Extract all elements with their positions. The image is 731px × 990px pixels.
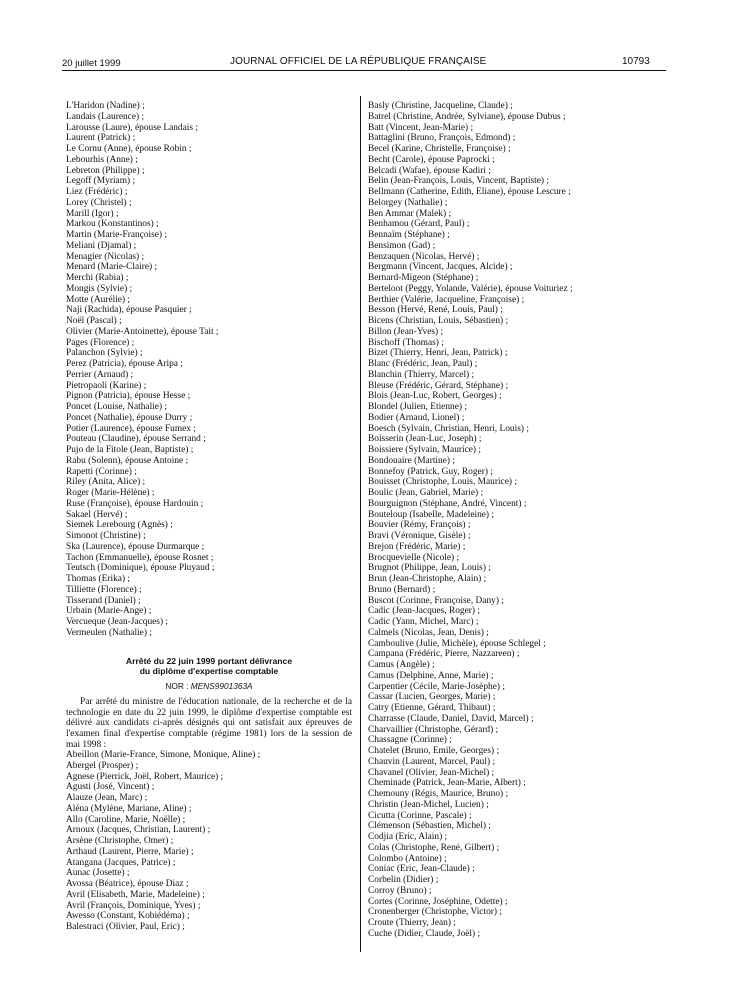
name-entry: Alauze (Jean, Marc) ; <box>66 793 148 804</box>
name-entry: Boissiere (Sylvain, Maurice) ; <box>368 445 481 455</box>
name-list-top <box>66 101 352 639</box>
name-entry: Brun (Jean-Christophe, Alain) ; <box>368 574 487 584</box>
name-entry: Merchi (Rabia) ; <box>66 273 129 283</box>
name-entry: Benhamou (Gérard, Paul) ; <box>368 219 470 230</box>
name-entry: Meliani (Djamal) ; <box>66 240 137 251</box>
name-entry: Naji (Rachida), épouse Pasquier ; <box>66 305 192 316</box>
arrete-title-line-2: du diplôme d'expertise comptable <box>139 665 279 676</box>
name-entry: Cortes (Corinne, Joséphine, Odette) ; <box>368 896 508 907</box>
name-entry: Marill (Igor) ; <box>66 208 119 219</box>
name-entry: Lebourhis (Anne) ; <box>66 154 138 165</box>
name-entry: Becel (Karine, Christelle, Françoise) ; <box>368 144 511 154</box>
name-entry: Agnese (Pierrick, Joël, Robert, Maurice) ; <box>66 771 224 782</box>
name-entry: Bravi (Véronique, Gisèle) ; <box>368 531 471 541</box>
name-entry: Perrier (Arnaud) ; <box>66 369 134 380</box>
name-entry: Cheminade (Patrick, Jean-Marie, Albert) ; <box>368 778 526 789</box>
name-entry: Le Cornu (Anne), épouse Robin ; <box>66 144 192 154</box>
name-entry: Cicutta (Corinne, Pascale) ; <box>368 810 472 821</box>
name-entry: Bischoff (Thomas) ; <box>368 337 444 348</box>
name-entry: Urbain (Marie-Ange) ; <box>66 606 152 617</box>
name-entry: Pujo de la Fitole (Jean, Baptiste) ; <box>66 445 194 455</box>
journal-title: JOURNAL OFFICIEL DE LA RÉPUBLIQUE FRANÇAISE <box>230 56 487 67</box>
name-entry: Camboulive (Julie, Michèle), épouse Schlegel ; <box>368 638 546 649</box>
right-column <box>368 101 668 940</box>
name-entry: Tisserand (Daniel) ; <box>66 595 141 606</box>
name-entry: Cassar (Lucien, Georges, Marie) ; <box>368 692 496 703</box>
name-entry: Simonot (Christine) ; <box>66 531 146 541</box>
name-entry: Ska (Laurence), épouse Durmarque ; <box>66 541 205 552</box>
name-entry: Pouteau (Claudine), épouse Serrand ; <box>66 434 206 445</box>
name-entry: Menard (Marie-Claire) ; <box>66 262 158 273</box>
name-entry: Calmels (Nicolas, Jean, Denis) ; <box>368 627 489 638</box>
name-entry: Menagier (Nicolas) ; <box>66 251 145 262</box>
name-entry: Palanchon (Sylvie) ; <box>66 348 143 359</box>
name-entry: Buscot (Corinne, Françoise, Dany) ; <box>368 595 504 606</box>
name-entry: Aléna (Mylène, Mariane, Aline) ; <box>66 803 192 814</box>
name-entry: Abeillon (Marie-France, Simone, Monique, Aline) ; <box>66 750 261 761</box>
name-entry: Riley (Anita, Alice) ; <box>66 477 146 488</box>
name-entry: Liez (Frédéric) ; <box>66 187 128 197</box>
left-column <box>66 101 352 933</box>
name-entry: Larousse (Laure), épouse Landais ; <box>66 122 198 133</box>
name-entry: Christin (Jean-Michel, Lucien) ; <box>368 799 489 810</box>
name-entry: Ben Ammar (Malek) ; <box>368 208 452 219</box>
name-entry: Poncet (Nathalie), épouse Durry ; <box>66 412 193 423</box>
name-entry: Carpentier (Cécile, Marie-Josèphe) ; <box>368 681 505 692</box>
name-entry: Arsène (Christophe, Omer) ; <box>66 836 174 847</box>
name-entry: Brejon (Frédéric, Marie) ; <box>368 541 466 552</box>
name-entry: Camus (Angèle) ; <box>368 660 435 670</box>
name-entry: Sakael (Hervé) ; <box>66 509 128 520</box>
name-entry: Clémenson (Sébastien, Michel) ; <box>368 821 491 832</box>
nor-reference <box>66 681 352 692</box>
name-entry: Poncet (Louise, Nathalie) ; <box>66 402 168 412</box>
name-entry: Bensimon (Gad) ; <box>368 240 436 251</box>
name-entry: Bergmann (Vincent, Jacques, Alcide) ; <box>368 262 513 273</box>
name-entry: Vermeulen (Nathalie) ; <box>66 627 152 638</box>
name-entry: Bruno (Bernard) ; <box>368 584 436 595</box>
name-entry: Tachon (Emmanuelle), épouse Rosnet ; <box>66 552 214 563</box>
name-entry: Colombo (Antoine) ; <box>368 853 447 864</box>
name-entry: Campana (Frédéric, Pierre, Nazzareen) ; <box>368 649 520 660</box>
name-entry: Boisserin (Jean-Luc, Joseph) ; <box>368 434 482 445</box>
name-entry: Bouisset (Christophe, Louis, Maurice) ; <box>368 477 517 488</box>
name-entry: Pietropaoli (Karine) ; <box>66 380 147 391</box>
arrete-title-line-1: Arrêté du 22 juin 1999 portant délivrance <box>125 655 293 666</box>
name-entry: Atangana (Jacques, Patrice) ; <box>66 857 176 868</box>
name-entry: Bernard-Migeon (Stéphane) ; <box>368 273 479 283</box>
name-entry: Markou (Konstantinos) ; <box>66 219 159 230</box>
name-entry: Awesso (Constant, Kobiédéma) ; <box>66 911 190 922</box>
name-entry: Corroy (Bruno) ; <box>368 885 432 896</box>
name-entry: Ruse (Françoise), épouse Hardouin ; <box>66 498 204 509</box>
name-entry: Avril (François, Dominique, Yves) ; <box>66 900 201 911</box>
header-rule <box>62 70 666 71</box>
name-entry: Chemouny (Régis, Maurice, Bruno) ; <box>368 789 509 799</box>
name-entry: Billon (Jean-Yves) ; <box>368 326 444 337</box>
name-entry: L'Haridon (Nadine) ; <box>66 101 145 111</box>
name-entry: Chassagne (Corinne) ; <box>368 735 452 746</box>
name-entry: Cadic (Jean-Jacques, Roger) ; <box>368 606 480 617</box>
name-entry: Chatelet (Bruno, Emile, Georges) ; <box>368 746 500 756</box>
name-entry: Tilliette (Florence) ; <box>66 584 142 595</box>
name-entry: Avril (Elisabeth, Marie, Madeleine) ; <box>66 889 205 900</box>
name-entry: Landais (Laurence) ; <box>66 111 145 122</box>
name-entry: Boulic (Jean, Gabriel, Marie) ; <box>368 488 484 498</box>
name-entry: Blanc (Frédéric, Jean, Paul) ; <box>368 359 478 369</box>
name-entry: Arthaud (Laurent, Pierre, Marie) ; <box>66 846 194 857</box>
name-entry: Chauvin (Laurent, Marcel, Paul) ; <box>368 756 496 767</box>
name-entry: Colas (Christophe, René, Gilbert) ; <box>368 842 500 853</box>
name-list-right <box>368 101 668 940</box>
name-entry: Belcadi (Wafae), épouse Kadiri ; <box>368 165 491 176</box>
name-entry: Basly (Christine, Jacqueline, Claude) ; <box>368 101 513 111</box>
name-entry: Thomas (Erika) ; <box>66 574 131 584</box>
name-entry: Olivier (Marie-Antoinette), épouse Tait ; <box>66 326 219 337</box>
name-entry: Besson (Hervé, René, Louis, Paul) ; <box>368 305 503 316</box>
name-entry: Agusti (José, Vincent) ; <box>66 782 155 793</box>
name-entry: Charvaillier (Christophe, Gérard) ; <box>368 724 499 735</box>
column-separator <box>360 96 361 952</box>
name-entry: Bodier (Arnaud, Lionel) ; <box>368 412 465 423</box>
name-entry: Rapetti (Corinne) ; <box>66 466 137 477</box>
name-entry: Blois (Jean-Luc, Robert, Georges) ; <box>368 391 502 402</box>
name-entry: Blanchin (Thierry, Marcel) ; <box>368 369 475 380</box>
name-entry: Teutsch (Dominique), épouse Pluyaud ; <box>66 563 215 574</box>
name-entry: Bicens (Christian, Louis, Sébastien) ; <box>368 316 509 326</box>
name-entry: Batt (Vincent, Jean-Marie) ; <box>368 122 474 133</box>
name-entry: Chavanel (Olivier, Jean-Michel) ; <box>368 767 495 778</box>
nor-code: MENS9901363A <box>190 680 253 691</box>
name-entry: Boesch (Sylvain, Christian, Henri, Louis) ; <box>368 423 529 434</box>
name-entry: Berteloot (Peggy, Yolande, Valérie), épouse Voituriez ; <box>368 283 573 294</box>
name-entry: Lorey (Christel) ; <box>66 197 132 208</box>
name-entry: Bonnefoy (Patrick, Guy, Roger) ; <box>368 466 493 477</box>
name-entry: Bleuse (Frédéric, Gérard, Stéphane) ; <box>368 380 509 391</box>
name-entry: Siemek Lerebourg (Agnès) ; <box>66 520 173 531</box>
name-entry: Potier (Laurence), épouse Fumex ; <box>66 423 196 434</box>
name-entry: Codjia (Eric, Alain) ; <box>368 832 448 842</box>
name-entry: Batrel (Christine, Andrée, Sylviane), épouse Dubus ; <box>368 111 566 122</box>
name-entry: Rabu (Solenn), épouse Antoine ; <box>66 455 189 466</box>
name-entry: Belorgey (Nathalie) ; <box>368 197 448 208</box>
name-entry: Laurent (Patrick) ; <box>66 133 136 144</box>
name-entry: Martin (Marie-Françoise) ; <box>66 230 168 240</box>
name-entry: Blondel (Julien, Etienne) ; <box>368 402 467 412</box>
name-entry: Bellmann (Catherine, Edith, Eliane), épouse Lescure ; <box>368 187 571 197</box>
name-entry: Vercueque (Jean-Jacques) ; <box>66 617 169 627</box>
name-entry: Battaglini (Bruno, François, Edmond) ; <box>368 133 516 144</box>
name-entry: Bondouaire (Martine) ; <box>368 455 455 466</box>
name-entry: Abergel (Prosper) ; <box>66 760 139 771</box>
name-entry: Belin (Jean-François, Louis, Vincent, Baptiste) ; <box>368 176 549 187</box>
name-entry: Bizet (Thierry, Henri, Jean, Patrick) ; <box>368 348 508 359</box>
name-entry: Allo (Caroline, Marie, Noëlle) ; <box>66 814 186 825</box>
name-entry: Charrasse (Claude, Daniel, David, Marcel) ; <box>368 713 534 724</box>
name-entry: Berthier (Valérie, Jacqueline, Françoise) ; <box>368 294 525 305</box>
page-number: 10793 <box>622 56 650 67</box>
name-entry: Perez (Patricia), épouse Aripa ; <box>66 359 183 369</box>
name-entry: Benzaquen (Nicolas, Hervé) ; <box>368 251 480 262</box>
name-entry: Noël (Pascal) ; <box>66 316 122 326</box>
name-entry: Avossa (Béatrice), épouse Diaz ; <box>66 879 189 890</box>
arrete-intro: Par arrêté du ministre de l'éducation nationale, de la recherche et de la technologie en date du 22 juin 1999, le diplôme d'expertise comptable est délivré aux candidats ci-après désignés qui ont satisfait aux épreuves de l'examen final d'expertise comptable (régime 1981) lors de la session de mai 1998 : <box>66 697 352 750</box>
name-entry: Bennaïm (Stéphane) ; <box>368 230 450 240</box>
arrete-title <box>66 656 352 676</box>
name-entry: Cadic (Yann, Michel, Marc) ; <box>368 617 479 627</box>
name-entry: Cronenberger (Christophe, Victor) ; <box>368 907 502 918</box>
header-date: 20 juillet 1999 <box>62 58 121 69</box>
name-entry: Aunac (Josette) ; <box>66 868 130 879</box>
name-entry: Mongis (Sylvie) ; <box>66 283 133 294</box>
name-entry: Balestraci (Olivier, Paul, Eric) ; <box>66 922 185 933</box>
name-entry: Camus (Delphine, Anne, Marie) ; <box>368 670 494 681</box>
name-entry: Roger (Marie-Hélène) ; <box>66 488 155 498</box>
name-entry: Arnoux (Jacques, Christian, Laurent) ; <box>66 825 211 836</box>
name-entry: Bourguignon (Stéphane, André, Vincent) ; <box>368 498 527 509</box>
name-list-bottom <box>66 750 352 933</box>
name-entry: Bouvier (Rémy, François) ; <box>368 520 471 531</box>
name-entry: Bouteloup (Isabelle, Madeleine) ; <box>368 509 494 520</box>
name-entry: Brocquevielle (Nicole) ; <box>368 552 460 563</box>
name-entry: Brugnot (Philippe, Jean, Louis) ; <box>368 563 491 574</box>
name-entry: Coniac (Eric, Jean-Claude) ; <box>368 864 475 875</box>
name-entry: Pages (Florence) ; <box>66 337 135 348</box>
name-entry: Becht (Carole), épouse Paprocki ; <box>368 154 495 165</box>
name-entry: Pignon (Patricia), épouse Hesse ; <box>66 391 191 402</box>
name-entry: Lebreton (Philippe) ; <box>66 165 145 176</box>
nor-label: NOR : <box>165 680 189 691</box>
name-entry: Legoff (Myriam) ; <box>66 176 136 187</box>
name-entry: Catry (Etienne, Gérard, Thibaut) ; <box>368 703 496 713</box>
name-entry: Croute (Thierry, Jean) ; <box>368 918 456 928</box>
name-entry: Corbelin (Didier) ; <box>368 875 439 885</box>
name-entry: Motte (Aurélie) ; <box>66 294 131 305</box>
name-entry: Cuche (Didier, Claude, Joël) ; <box>368 928 481 939</box>
